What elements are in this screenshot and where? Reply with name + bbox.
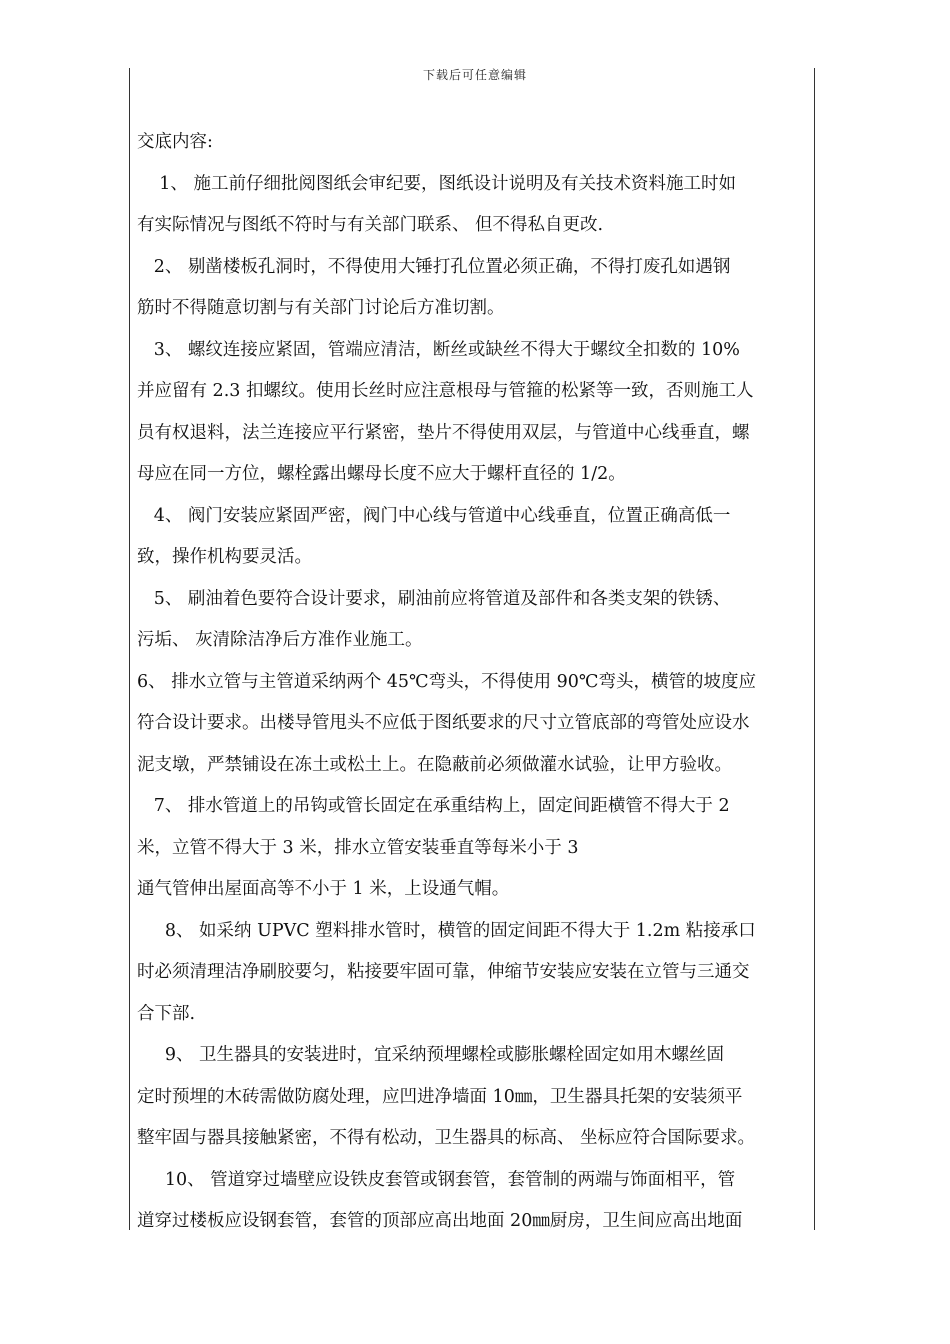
text-line: 筋时不得随意切割与有关部门讨论后方准切割。 bbox=[137, 298, 505, 318]
section-title: 交底内容: bbox=[137, 132, 213, 152]
text-line: 米，立管不得大于 3 米，排水立管安装垂直等每米小于 3 bbox=[137, 837, 579, 858]
text-line: 并应留有 2.3 扣螺纹。使用长丝时应注意根母与管箍的松紧等一致，否则施工人 bbox=[137, 381, 754, 401]
document-body bbox=[137, 122, 809, 1243]
text-line: 致，操作机构要灵活。 bbox=[137, 547, 312, 567]
right-border-line bbox=[814, 68, 815, 1230]
header-note: 下载后可任意编辑 bbox=[422, 68, 527, 82]
text-line: 泥支墩，严禁铺设在冻土或松土上。在隐蔽前必须做灌水试验，让甲方验收。 bbox=[137, 754, 732, 775]
text-line: 9、 卫生器具的安装进时，宜采纳预埋螺栓或膨胀螺栓固定如用木螺丝固 bbox=[137, 1045, 725, 1065]
text-line: 5、 刷油着色要符合设计要求，刷油前应将管道及部件和各类支架的铁锈、 bbox=[137, 588, 731, 609]
text-line: 符合设计要求。出楼导管甩头不应低于图纸要求的尺寸立管底部的弯管处应设水 bbox=[137, 713, 750, 733]
text-line: 定时预埋的木砖需做防腐处理，应凹进净墙面 10㎜，卫生器具托架的安装须平 bbox=[137, 1086, 743, 1107]
text-line: 2、 剔凿楼板孔洞时，不得使用大锤打孔位置必须正确，不得打废孔如遇钢 bbox=[137, 256, 731, 277]
text-line: 有实际情况与图纸不符时与有关部门联系、 但不得私自更改. bbox=[137, 215, 604, 235]
text-line: 8、 如采纳 UPVC 塑料排水管时，横管的固定间距不得大于 1.2m 粘接承口 bbox=[137, 920, 756, 941]
text-line: 污垢、 灰清除洁净后方准作业施工。 bbox=[137, 630, 423, 650]
text-line: 整牢固与器具接触紧密，不得有松动，卫生器具的标高、 坐标应符合国际要求。 bbox=[137, 1128, 756, 1148]
text-line: 3、 螺纹连接应紧固，管端应清洁，断丝或缺丝不得大于螺纹全扣数的 10% bbox=[137, 339, 740, 360]
text-line: 时必须清理洁净刷胶要匀，粘接要牢固可靠，伸缩节安装应安装在立管与三通交 bbox=[137, 962, 750, 982]
text-line: 6、 排水立管与主管道采纳两个 45℃弯头，不得使用 90℃弯头，横管的坡度应 bbox=[137, 671, 757, 692]
text-line: 通气管伸出屋面高等不小于 1 米，上设通气帽。 bbox=[137, 879, 510, 899]
text-line: 1、 施工前仔细批阅图纸会审纪要，图纸设计说明及有关技术资料施工时如 bbox=[137, 173, 736, 194]
text-line: 10、 管道穿过墙壁应设铁皮套管或钢套管，套管制的两端与饰面相平，管 bbox=[137, 1169, 736, 1190]
text-line: 母应在同一方位，螺栓露出螺母长度不应大于螺杆直径的 1/2。 bbox=[137, 464, 626, 484]
text-line: 合下部. bbox=[137, 1003, 196, 1024]
text-line: 4、 阀门安装应紧固严密，阀门中心线与管道中心线垂直，位置正确高低一 bbox=[137, 505, 731, 526]
left-border-line bbox=[129, 68, 130, 1230]
text-line: 7、 排水管道上的吊钩或管长固定在承重结构上，固定间距横管不得大于 2 bbox=[137, 796, 730, 816]
text-line: 员有权退料，法兰连接应平行紧密，垫片不得使用双层，与管道中心线垂直，螺 bbox=[137, 422, 750, 443]
text-line: 道穿过楼板应设钢套管，套管的顶部应高出地面 20㎜厨房，卫生间应高出地面 bbox=[137, 1211, 743, 1231]
